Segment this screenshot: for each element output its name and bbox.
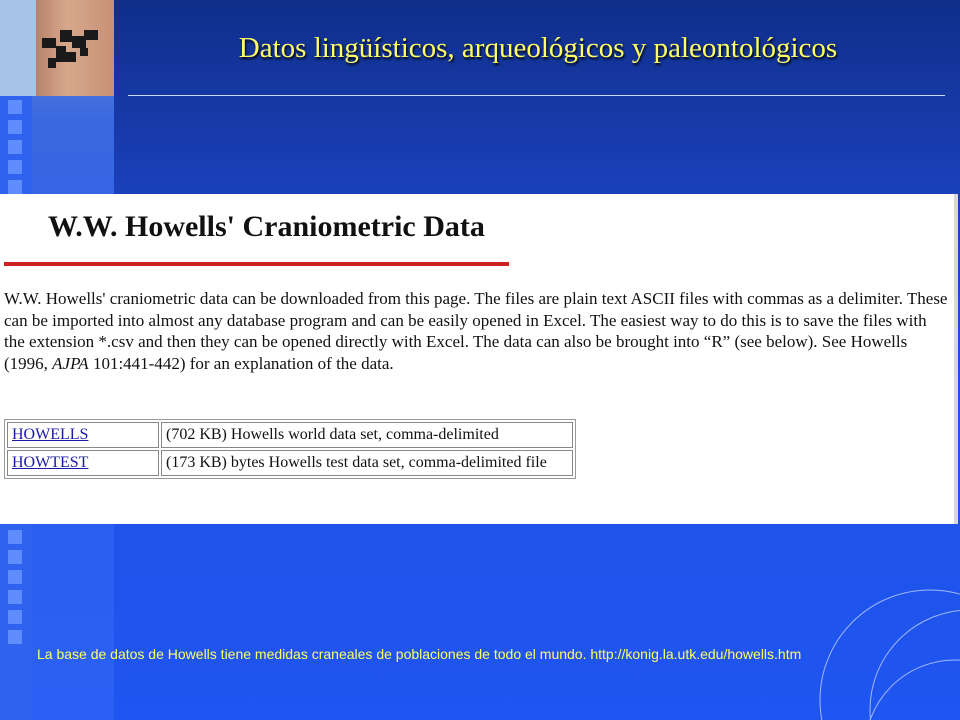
university-logo-icon	[0, 0, 114, 96]
strip-square	[8, 590, 22, 604]
file-link-cell	[7, 450, 159, 476]
strip-square	[8, 530, 22, 544]
table-row	[7, 450, 573, 476]
strip-square	[8, 160, 22, 174]
strip-square	[8, 550, 22, 564]
files-table	[4, 419, 576, 479]
slide-caption: La base de datos de Howells tiene medidas craneales de poblaciones de todo el mundo. http://konig.la.utk.edu/howells.htm	[37, 646, 802, 662]
decorative-circles-icon	[780, 560, 960, 720]
title-divider	[128, 95, 945, 96]
howtest-link[interactable]: HOWTEST	[12, 454, 89, 471]
heading-underline	[4, 262, 509, 266]
strip-square	[8, 100, 22, 114]
table-row	[7, 422, 573, 448]
webpage-heading: W.W. Howells' Craniometric Data	[48, 210, 485, 243]
file-description: (702 KB) Howells world data set, comma-delimited	[161, 422, 573, 448]
strip-square	[8, 630, 22, 644]
description-text: W.W. Howells' craniometric data can be downloaded from this page. The files are plain text ASCII files with commas as a delimiter. These can be imported into almost any database program and can be easily opened in Excel. The easiest way to do this is to save the files with the extension *.csv and then they can be opened directly with Excel. The data can also be brought into “R” (see below). See Howells (1996,	[4, 289, 948, 373]
howells-link[interactable]: HOWELLS	[12, 426, 89, 443]
webpage-screenshot	[0, 194, 958, 524]
description-text-end: 101:441-442) for an explanation of the data.	[88, 353, 394, 373]
strip-square	[8, 610, 22, 624]
panel-edge	[954, 194, 958, 524]
file-description: (173 KB) bytes Howells test data set, comma-delimited file	[161, 450, 573, 476]
strip-square	[8, 120, 22, 134]
webpage-description	[4, 288, 950, 374]
strip-square	[8, 570, 22, 584]
slide-title: Datos lingüísticos, arqueológicos y paleontológicos	[238, 32, 838, 64]
strip-square	[8, 180, 22, 194]
journal-name: AJPA	[52, 353, 89, 373]
file-link-cell	[7, 422, 159, 448]
strip-square	[8, 140, 22, 154]
